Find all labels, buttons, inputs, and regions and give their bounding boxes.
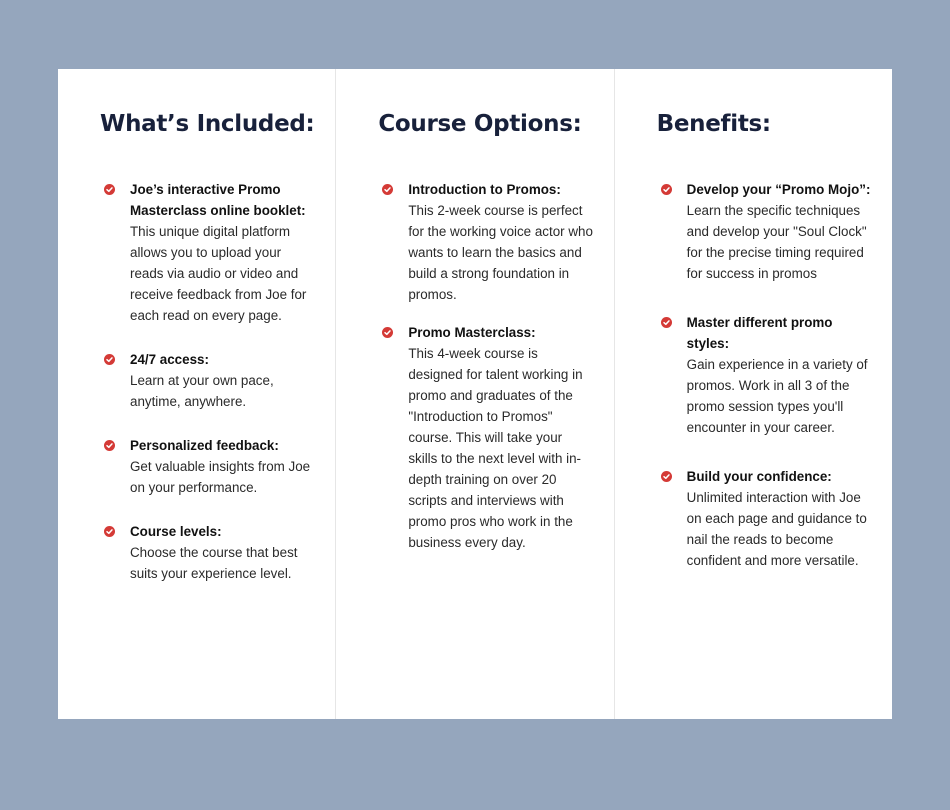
item-title: Master different promo styles: [686, 315, 833, 351]
list-item [657, 312, 872, 438]
item-title: Promo Masterclass: [408, 325, 536, 340]
item-title: Build your confidence: [686, 469, 832, 484]
check-circle-icon [661, 184, 672, 195]
benefits-column [614, 69, 892, 719]
item-title: Introduction to Promos: [408, 182, 561, 197]
item-title: Personalized feedback: [130, 438, 279, 453]
list-item [100, 349, 315, 412]
check-circle-icon [661, 317, 672, 328]
course-options-heading: Course Options: [378, 111, 582, 137]
check-circle-icon [104, 440, 115, 451]
benefits-heading: Benefits: [656, 111, 771, 137]
item-description: Learn the specific techniques and develop your "Soul Clock" for the precise timing required for success in promos [686, 203, 867, 281]
item-description: This unique digital platform allows you to upload your reads via audio or video and receive feedback from Joe for each read on every page. [130, 224, 307, 323]
item-title: 24/7 access: [130, 352, 209, 367]
item-title: Joe’s interactive Promo Masterclass online booklet: [130, 182, 306, 218]
features-card [58, 69, 892, 719]
course-options-column [335, 69, 613, 719]
item-description: Unlimited interaction with Joe on each page and guidance to nail the reads to become confident and more versatile. [686, 490, 867, 568]
benefits-list [657, 179, 872, 571]
check-circle-icon [104, 354, 115, 365]
check-circle-icon [382, 327, 393, 338]
check-circle-icon [104, 184, 115, 195]
item-description: Gain experience in a variety of promos. Work in all 3 of the promo session types you'll encounter in your career. [686, 357, 868, 435]
list-item [378, 322, 593, 553]
list-item [657, 179, 872, 284]
check-circle-icon [104, 526, 115, 537]
list-item [657, 466, 872, 571]
list-item [100, 435, 315, 498]
item-title: Develop your “Promo Mojo”: [686, 182, 871, 197]
item-description: Learn at your own pace, anytime, anywhere. [130, 373, 274, 409]
whats-included-heading: What’s Included: [100, 111, 315, 137]
list-item [100, 179, 315, 326]
list-item [100, 521, 315, 584]
item-description: Choose the course that best suits your experience level. [130, 545, 298, 581]
list-item [378, 179, 593, 305]
check-circle-icon [661, 471, 672, 482]
whats-included-list [100, 179, 315, 584]
item-description: This 4-week course is designed for talent working in promo and graduates of the "Introduction to Promos" course. This will take your skills to the next level with in-depth training on over 20 scripts and interviews with promo pros who work in the business every day. [408, 346, 583, 550]
whats-included-column [58, 69, 335, 719]
item-description: This 2-week course is perfect for the working voice actor who wants to learn the basics and build a strong foundation in promos. [408, 203, 593, 302]
item-description: Get valuable insights from Joe on your performance. [130, 459, 311, 495]
course-options-list [378, 179, 593, 553]
item-title: Course levels: [130, 524, 222, 539]
check-circle-icon [382, 184, 393, 195]
